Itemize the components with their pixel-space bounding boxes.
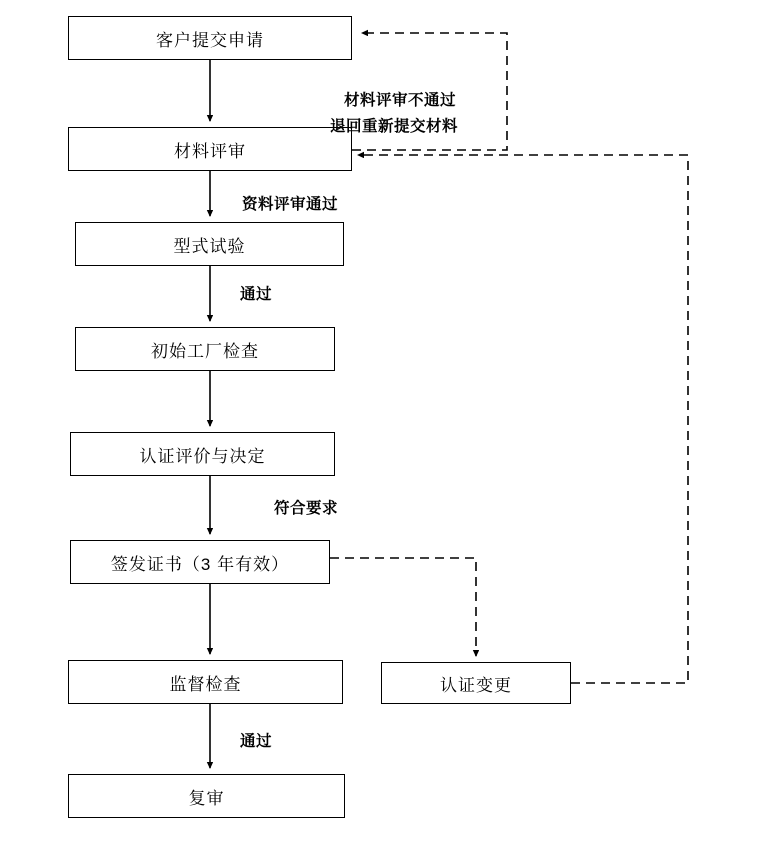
node-re-review[interactable]: 复审 xyxy=(68,774,345,818)
node-supervision[interactable]: 监督检查 xyxy=(68,660,343,704)
node-certification-change[interactable]: 认证变更 xyxy=(381,662,571,704)
node-review[interactable]: 材料评审 xyxy=(68,127,352,171)
node-initial-factory-inspection[interactable]: 初始工厂检查 xyxy=(75,327,335,371)
node-apply[interactable]: 客户提交申请 xyxy=(68,16,352,60)
node-evaluation-decision[interactable]: 认证评价与决定 xyxy=(70,432,335,476)
edge-label-pass-2: 通过 xyxy=(240,733,273,750)
edge-label-doc-pass: 资料评审通过 xyxy=(242,196,339,213)
edge-label-pass-1: 通过 xyxy=(240,286,273,303)
edge-label-reject-line2: 退回重新提交材料 xyxy=(330,118,459,135)
edge-label-conform: 符合要求 xyxy=(274,500,339,517)
edge-label-reject-line1: 材料评审不通过 xyxy=(344,92,457,109)
node-type-test[interactable]: 型式试验 xyxy=(75,222,344,266)
node-issue-certificate[interactable]: 签发证书（3 年有效） xyxy=(70,540,330,584)
